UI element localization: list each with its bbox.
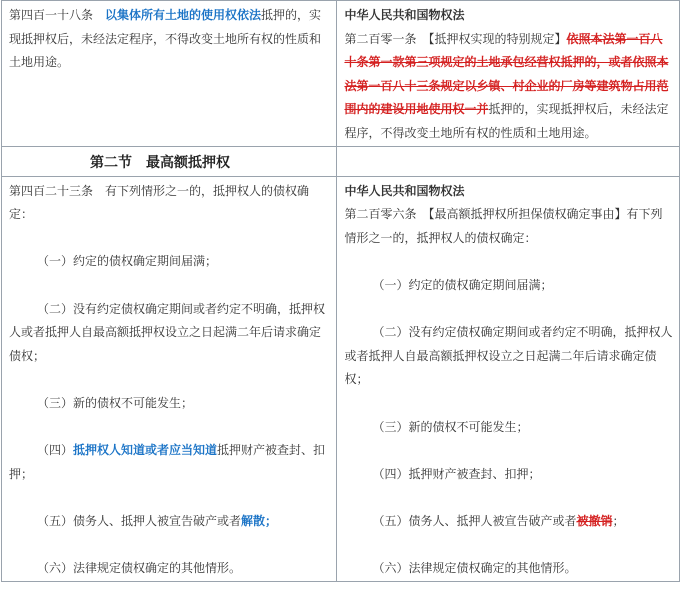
added-text: 抵押权人知道或者应当知道 (73, 443, 218, 458)
comparison-table (1, 0, 680, 582)
law-name: 中华人民共和国物权法 (344, 8, 465, 22)
law-name: 中华人民共和国物权法 (344, 183, 465, 198)
article-number: 第二百零一条 (344, 31, 417, 46)
section-title: 第二节 最高额抵押权 (2, 146, 337, 176)
section-empty-cell (337, 146, 680, 176)
article-text: 抵押的，实现抵押权后，未经法定程序，不得改变土地所有权的性质和土地用途。 (9, 8, 322, 70)
deleted-text: 依照本法第一百八十条第一款第三项规定的土地承包经营权抵押的，或者依照本法第一百八十三条规定以乡镇、村企业的厂房等建筑物占用范围内的建设用地使用权一并 (344, 31, 669, 117)
item-3: （三）新的债权不可能发生； (37, 395, 194, 410)
article-intro: 第四百二十三条 有下列情形之一的，抵押权人的债权确定： (9, 183, 310, 222)
item-4-prefix: （四） (37, 443, 74, 458)
item-5-end: ； (612, 513, 625, 528)
new-law-cell-423 (2, 176, 337, 581)
row-section-title (2, 146, 680, 176)
item-3: （三）新的债权不可能发生； (372, 419, 529, 434)
item-2: （二）没有约定债权确定期间或者约定不明确，抵押权人或者抵押人自最高额抵押权设立之日起满二年后请求确定债权； (9, 301, 326, 363)
item-4: （四）抵押财产被查封、扣押； (372, 466, 541, 481)
item-5-text: （五）债务人、抵押人被宣告破产或者 (372, 513, 577, 528)
row-article-418 (2, 1, 680, 147)
article-text (344, 28, 674, 146)
added-text: 以集体所有土地的使用权依法 (105, 8, 262, 22)
article-heading: 【抵押权实现的特别规定】 (428, 31, 567, 46)
old-law-cell-201 (337, 1, 680, 147)
item-5 (344, 510, 674, 534)
item-1: （一）约定的债权确定期间届满； (372, 277, 553, 292)
article-number: 第四百一十八条 (9, 8, 94, 22)
added-text: 解散； (241, 513, 278, 528)
article-body: 抵押的，实现抵押权后，未经法定程序，不得改变土地所有权的性质和土地用途。 (344, 102, 669, 140)
item-2: （二）没有约定债权确定期间或者约定不明确，抵押权人或者抵押人自最高额抵押权设立之日起满二年后请求确定债权； (344, 325, 673, 387)
item-5-text: （五）债务人、抵押人被宣告破产或者 (37, 513, 242, 528)
article-intro: 第二百零六条 【最高额抵押权所担保债权确定事由】有下列情形之一的，抵押权人的债权确定： (344, 207, 663, 245)
item-6: （六）法律规定债权确定的其他情形。 (372, 561, 577, 576)
item-5 (9, 510, 331, 534)
item-4-text: 抵押财产被查封、扣押； (9, 443, 326, 481)
item-4 (9, 439, 331, 486)
item-1: （一）约定的债权确定期间届满； (37, 254, 218, 269)
old-law-cell-206 (337, 176, 680, 581)
deleted-text: 被撤销 (576, 513, 613, 528)
new-law-cell-418 (2, 1, 337, 147)
row-article-423 (2, 176, 680, 581)
item-6: （六）法律规定债权确定的其他情形。 (37, 561, 242, 576)
